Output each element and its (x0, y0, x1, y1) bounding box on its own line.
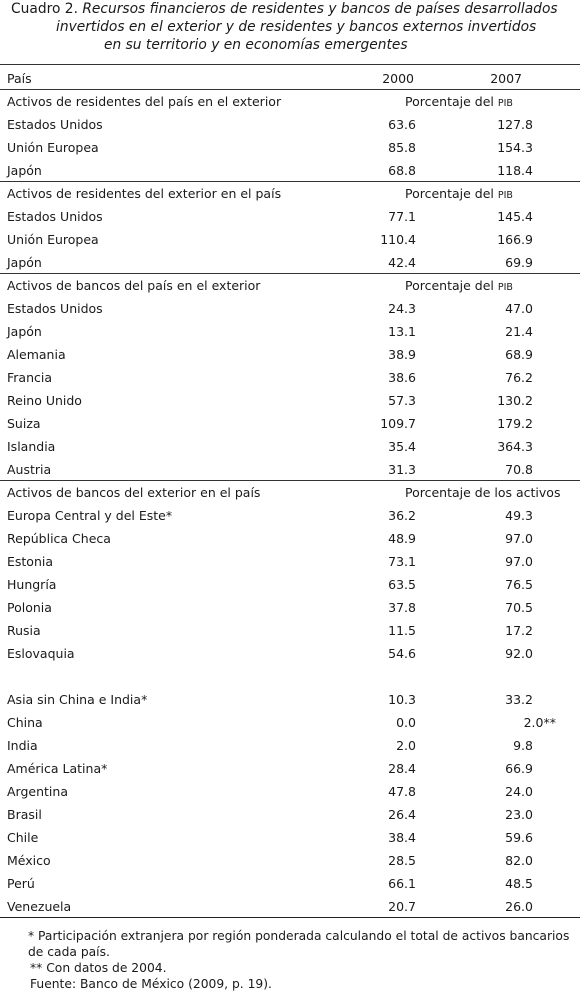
header-pais: País (7, 71, 32, 86)
table-row (0, 550, 580, 573)
section-unit (405, 274, 513, 299)
row-label: Estados Unidos (7, 301, 103, 316)
section-unit (405, 90, 513, 115)
section-unit (405, 481, 560, 504)
value-2007: 47.0 (505, 301, 533, 316)
value-2007: 68.9 (505, 347, 533, 362)
value-2007: 154.3 (497, 140, 533, 155)
row-label: Japón (7, 163, 42, 178)
value-2007: 33.2 (505, 692, 533, 707)
value-2000: 38.6 (388, 370, 416, 385)
value-2007: 70.5 (505, 600, 533, 615)
value-2000: 57.3 (388, 393, 416, 408)
value-2000: 66.1 (388, 876, 416, 891)
table-row (0, 435, 580, 458)
section-title-row (0, 182, 580, 205)
row-label: Reino Unido (7, 393, 82, 408)
row-label: Polonia (7, 600, 52, 615)
table-bottom-rule (0, 917, 580, 918)
section-title: Activos de residentes del país en el exterior (7, 94, 282, 109)
value-2007: 2.0** (523, 715, 556, 730)
table-row (0, 159, 580, 182)
table-row (0, 320, 580, 343)
value-2000: 63.6 (388, 117, 416, 132)
row-label: Asia sin China e India* (7, 692, 148, 707)
row-label: Venezuela (7, 899, 72, 914)
table-row (0, 711, 580, 734)
row-label: Unión Europea (7, 140, 99, 155)
value-2000: 110.4 (380, 232, 416, 247)
note-datos-2004: ** Con datos de 2004. (30, 961, 167, 975)
table-row (0, 389, 580, 412)
value-2000: 0.0 (396, 715, 416, 730)
unit-abbrev: PIB (497, 98, 513, 109)
row-label: China (7, 715, 43, 730)
value-2000: 10.3 (388, 692, 416, 707)
row-label: República Checa (7, 531, 111, 546)
caption-line-3: en su territorio y en economías emergentes (104, 37, 408, 53)
row-label: América Latina* (7, 761, 108, 776)
table-row (0, 619, 580, 642)
value-2007: 66.9 (505, 761, 533, 776)
value-2007: 118.4 (497, 163, 533, 178)
table-row (0, 688, 580, 711)
table-header-row (0, 67, 580, 90)
table-row (0, 780, 580, 803)
table-row (0, 734, 580, 757)
unit-abbrev: PIB (497, 282, 513, 293)
row-label: México (7, 853, 51, 868)
value-2000: 73.1 (388, 554, 416, 569)
value-2000: 68.8 (388, 163, 416, 178)
value-2000: 36.2 (388, 508, 416, 523)
unit-text: Porcentaje de los activos (405, 485, 561, 500)
row-label: Islandia (7, 439, 56, 454)
value-2007: 59.6 (505, 830, 533, 845)
value-2000: 38.4 (388, 830, 416, 845)
value-2000: 63.5 (388, 577, 416, 592)
value-2007: 26.0 (505, 899, 533, 914)
table-row (0, 826, 580, 849)
row-label: India (7, 738, 38, 753)
value-2007: 17.2 (505, 623, 533, 638)
value-2007: 9.8 (513, 738, 533, 753)
value-2007: 21.4 (505, 324, 533, 339)
value-2000: 37.8 (388, 600, 416, 615)
row-label: Perú (7, 876, 35, 891)
table-row (0, 849, 580, 872)
table-row (0, 228, 580, 251)
table-top-rule (0, 64, 580, 65)
row-label: Eslovaquia (7, 646, 75, 661)
value-2007: 76.2 (505, 370, 533, 385)
table-row (0, 251, 580, 274)
unit-text: Porcentaje del (405, 186, 498, 201)
row-label: Chile (7, 830, 39, 845)
table-row (0, 113, 580, 136)
value-2000: 28.4 (388, 761, 416, 776)
value-2000: 35.4 (388, 439, 416, 454)
header-year-2000: 2000 (382, 71, 414, 86)
value-2000: 77.1 (388, 209, 416, 224)
row-label: Europa Central y del Este* (7, 508, 173, 523)
row-label: Unión Europea (7, 232, 99, 247)
table-row (0, 872, 580, 895)
value-2000: 38.9 (388, 347, 416, 362)
row-label: Brasil (7, 807, 42, 822)
row-label: Japón (7, 324, 42, 339)
table-row (0, 527, 580, 550)
value-2007: 127.8 (497, 117, 533, 132)
row-label: Suiza (7, 416, 41, 431)
table-row (0, 366, 580, 389)
value-2007: 48.5 (505, 876, 533, 891)
table-row (0, 573, 580, 596)
caption-line-2: invertidos en el exterior y de residentes y bancos externos invertidos (56, 19, 537, 35)
value-2000: 42.4 (388, 255, 416, 270)
table-row (0, 895, 580, 918)
table-row (0, 757, 580, 780)
table-row (0, 205, 580, 228)
table-row (0, 642, 580, 665)
table-row (0, 297, 580, 320)
section-title: Activos de bancos del país en el exterior (7, 278, 261, 293)
value-2007: 82.0 (505, 853, 533, 868)
value-2000: 31.3 (388, 462, 416, 477)
section-title-row (0, 481, 580, 504)
row-label: Estados Unidos (7, 117, 103, 132)
value-2000: 2.0 (396, 738, 416, 753)
table-row (0, 343, 580, 366)
table-row (0, 504, 580, 527)
value-2007: 76.5 (505, 577, 533, 592)
section-title: Activos de residentes del exterior en el país (7, 186, 282, 201)
row-label: Alemania (7, 347, 66, 362)
table-row (0, 596, 580, 619)
value-2007: 23.0 (505, 807, 533, 822)
value-2007: 97.0 (505, 531, 533, 546)
value-2007: 130.2 (497, 393, 533, 408)
value-2007: 97.0 (505, 554, 533, 569)
table-notes (0, 928, 580, 992)
value-2000: 20.7 (388, 899, 416, 914)
value-2000: 109.7 (380, 416, 416, 431)
value-2000: 26.4 (388, 807, 416, 822)
row-label: Estados Unidos (7, 209, 103, 224)
value-2007: 92.0 (505, 646, 533, 661)
table-row (0, 665, 580, 688)
value-2007: 24.0 (505, 784, 533, 799)
row-label: Argentina (7, 784, 68, 799)
table-caption (0, 0, 580, 54)
row-label: Francia (7, 370, 53, 385)
unit-text: Porcentaje del (405, 94, 498, 109)
row-label: Japón (7, 255, 42, 270)
value-2007: 364.3 (497, 439, 533, 454)
header-year-2007: 2007 (490, 71, 522, 86)
caption-prefix: Cuadro 2. (11, 1, 78, 17)
table-row (0, 458, 580, 481)
row-label: Hungría (7, 577, 57, 592)
caption-line-1: Recursos financieros de residentes y bancos de países desarrollados (82, 1, 558, 17)
unit-abbrev: PIB (497, 190, 513, 201)
row-label: Estonia (7, 554, 54, 569)
value-2000: 24.3 (388, 301, 416, 316)
section-unit (405, 182, 513, 207)
row-label: Austria (7, 462, 52, 477)
table-row (0, 412, 580, 435)
value-2000: 28.5 (388, 853, 416, 868)
value-2007: 49.3 (505, 508, 533, 523)
row-label: Rusia (7, 623, 41, 638)
value-2000: 85.8 (388, 140, 416, 155)
value-2000: 13.1 (388, 324, 416, 339)
value-2007: 166.9 (497, 232, 533, 247)
value-2000: 11.5 (388, 623, 416, 638)
unit-text: Porcentaje del (405, 278, 498, 293)
table-row (0, 136, 580, 159)
value-2007: 69.9 (505, 255, 533, 270)
note-fuente: Fuente: Banco de México (2009, p. 19). (30, 977, 272, 991)
value-2000: 47.8 (388, 784, 416, 799)
value-2007: 70.8 (505, 462, 533, 477)
note-participacion: * Participación extranjera por región ponderada calculando el total de activos bancarios de cada país. (28, 929, 570, 959)
value-2000: 54.6 (388, 646, 416, 661)
section-title: Activos de bancos del exterior en el país (7, 485, 261, 500)
value-2007: 179.2 (497, 416, 533, 431)
value-2007: 145.4 (497, 209, 533, 224)
section-title-row (0, 274, 580, 297)
value-2000: 48.9 (388, 531, 416, 546)
section-title-row (0, 90, 580, 113)
table-row (0, 803, 580, 826)
